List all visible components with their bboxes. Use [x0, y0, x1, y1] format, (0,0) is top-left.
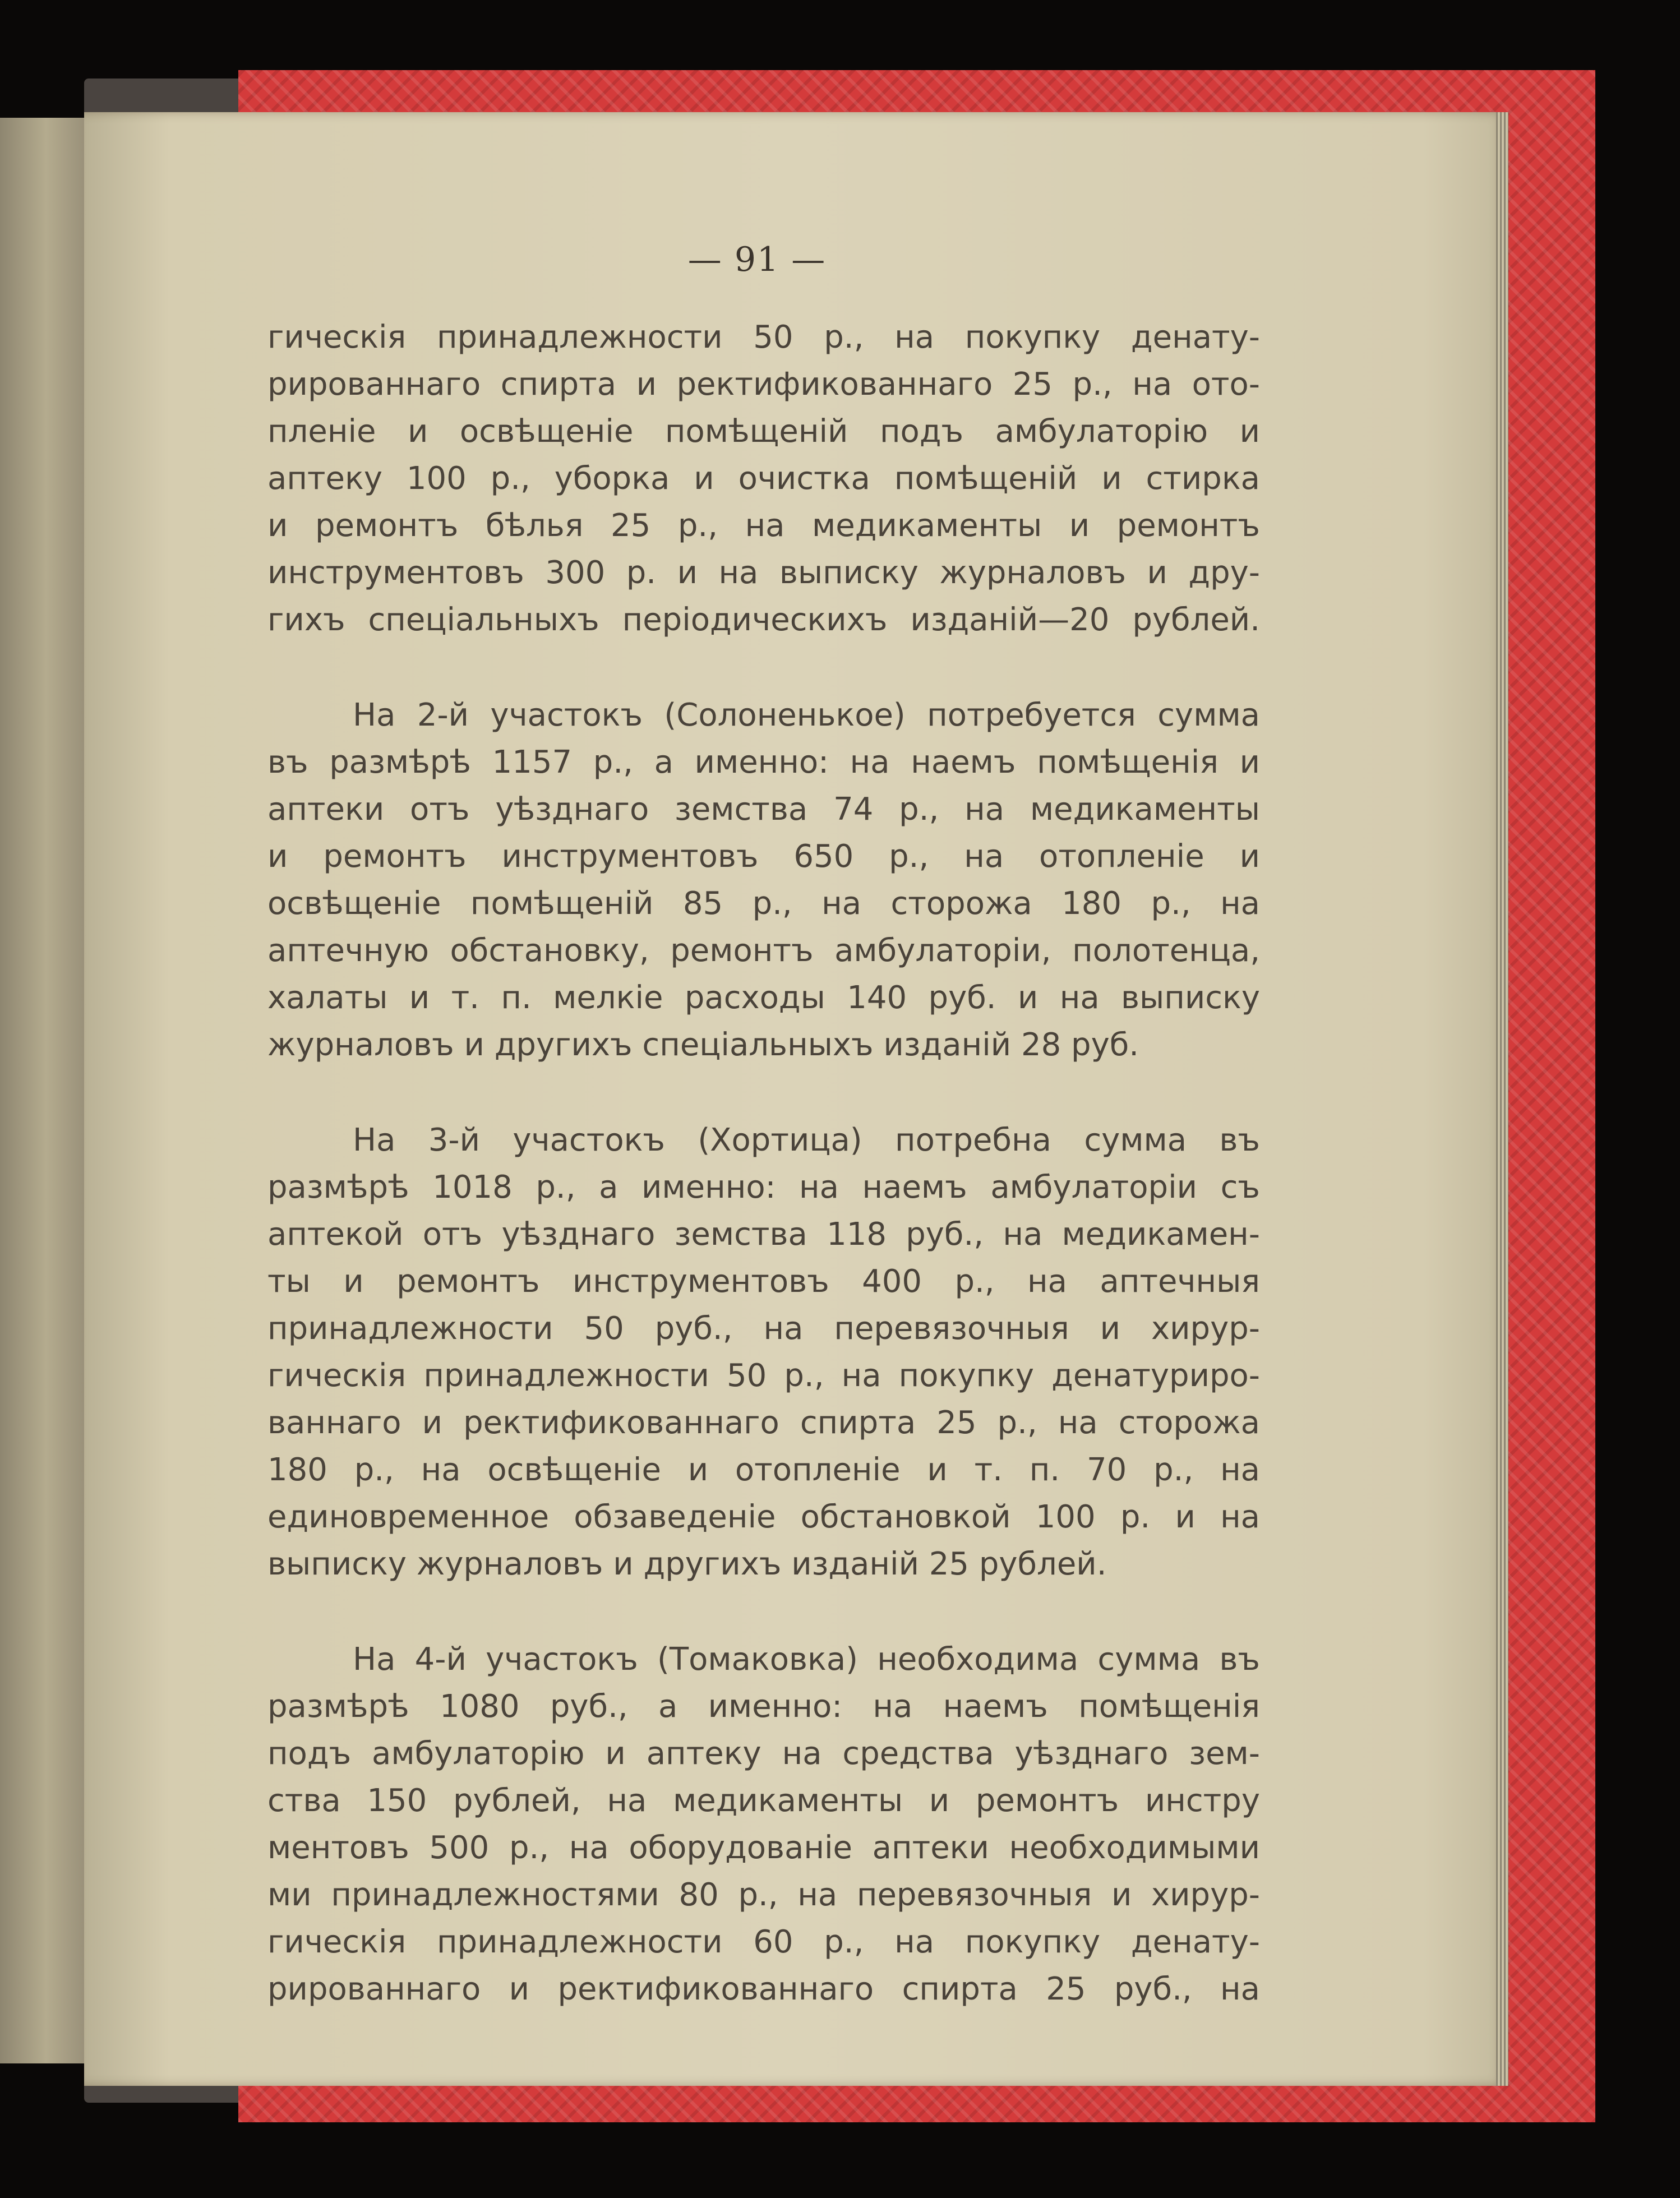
text-line: гическія принадлежности 60 р., на покупку денату-: [267, 1924, 1260, 1960]
text-line: гихъ спеціальныхъ періодическихъ изданій—20 рублей.: [267, 602, 1260, 638]
text-line: На 2-й участокъ (Солоненькое) потребуется сумма: [353, 697, 1260, 733]
paragraph: [267, 692, 1260, 1069]
text-line: выписку журналовъ и другихъ изданій 25 рублей.: [267, 1546, 1107, 1582]
text-line: рированнаго и ректификованнаго спирта 25 руб., на: [267, 1971, 1260, 2007]
text-line: ваннаго и ректификованнаго спирта 25 р., на сторожа: [267, 1405, 1260, 1441]
page-stack-edge: [1496, 112, 1508, 2086]
text-line: размѣрѣ 1018 р., а именно: на наемъ амбулаторіи съ: [267, 1169, 1260, 1206]
text-line: пленіе и освѣщеніе помѣщеній подъ амбулаторію и: [267, 413, 1260, 450]
text-line: рированнаго спирта и ректификованнаго 25 р., на ото-: [267, 366, 1260, 403]
text-line: гическія принадлежности 50 р., на покупку денату-: [267, 319, 1260, 355]
text-line: 180 р., на освѣщеніе и отопленіе и т. п. 70 р., на: [267, 1452, 1260, 1488]
text-line: подъ амбулаторію и аптеку на средства уѣзднаго зем-: [267, 1735, 1260, 1772]
text-line: инструментовъ 300 р. и на выписку журналовъ и дру-: [267, 555, 1260, 591]
text-line: принадлежности 50 руб., на перевязочныя и хирур-: [267, 1310, 1260, 1347]
text-line: освѣщеніе помѣщеній 85 р., на сторожа 180 р., на: [267, 885, 1260, 922]
text-line: и ремонтъ инструментовъ 650 р., на отопленіе и: [267, 838, 1260, 875]
text-line: аптечную обстановку, ремонтъ амбулаторіи, полотенца,: [267, 932, 1260, 969]
page-number: — 91 —: [687, 240, 827, 279]
text-line: аптеку 100 р., уборка и очистка помѣщеній и стирка: [267, 460, 1260, 497]
text-line: ства 150 рублей, на медикаменты и ремонтъ инстру: [267, 1783, 1260, 1819]
paragraph: [267, 1636, 1260, 2013]
body-text: [267, 314, 1260, 2013]
text-line: гическія принадлежности 50 р., на покупку денатуриро-: [267, 1357, 1260, 1394]
text-line: аптеки отъ уѣзднаго земства 74 р., на медикаменты: [267, 791, 1260, 828]
text-line: въ размѣрѣ 1157 р., а именно: на наемъ помѣщенія и: [267, 744, 1260, 781]
text-line: На 3-й участокъ (Хортица) потребна сумма въ: [353, 1122, 1260, 1158]
text-line: халаты и т. п. мелкіе расходы 140 руб. и на выписку: [267, 980, 1260, 1016]
text-line: ми принадлежностями 80 р., на перевязочныя и хирур-: [267, 1877, 1260, 1913]
text-line: аптекой отъ уѣзднаго земства 118 руб., на медикамен-: [267, 1216, 1260, 1253]
facing-page-edge: [0, 118, 84, 2063]
text-line: На 4-й участокъ (Томаковка) необходима сумма въ: [353, 1641, 1260, 1678]
paragraph: [267, 314, 1260, 644]
paragraph: [267, 1117, 1260, 1588]
text-line: размѣрѣ 1080 руб., а именно: на наемъ помѣщенія: [267, 1688, 1260, 1725]
text-line: журналовъ и другихъ спеціальныхъ изданій 28 руб.: [267, 1027, 1139, 1063]
text-line: ты и ремонтъ инструментовъ 400 р., на аптечныя: [267, 1263, 1260, 1300]
text-line: и ремонтъ бѣлья 25 р., на медикаменты и ремонтъ: [267, 507, 1260, 544]
text-line: ментовъ 500 р., на оборудованіе аптеки необходимыми: [267, 1830, 1260, 1866]
text-line: единовременное обзаведеніе обстановкой 100 р. и на: [267, 1499, 1260, 1535]
